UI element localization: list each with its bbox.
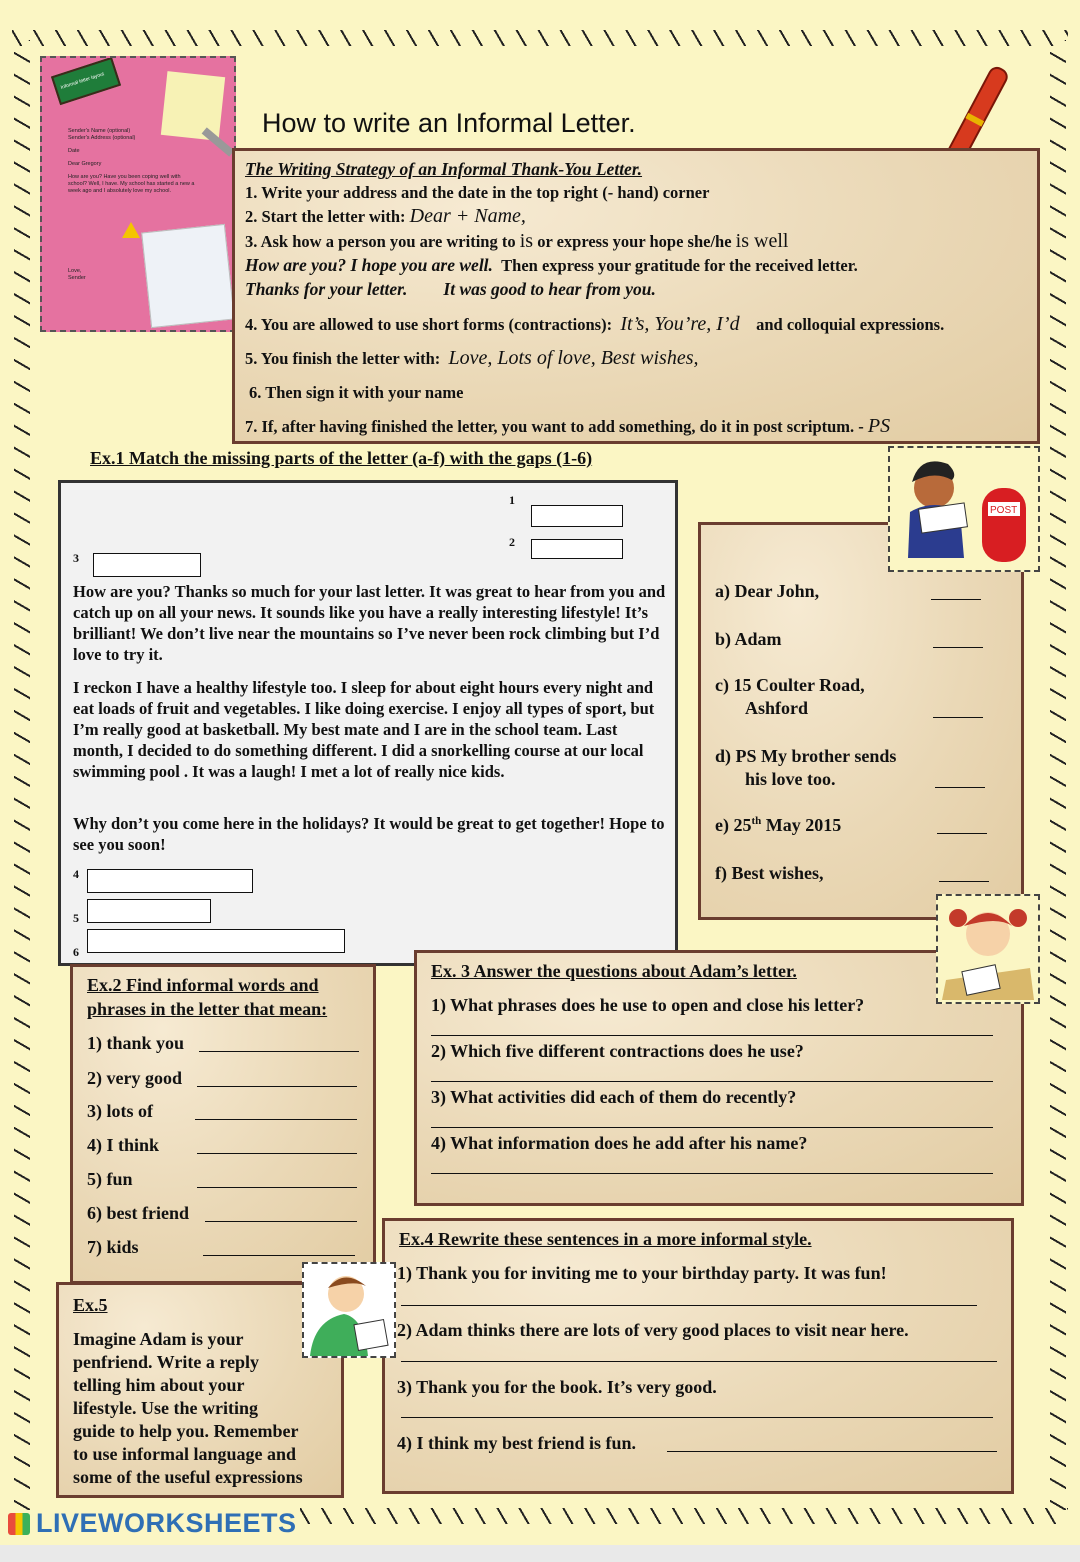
ex3-question-2: 2) Which five different contractions does he use?: [431, 1041, 804, 1061]
ex3-answer-line-4[interactable]: [431, 1173, 993, 1174]
strategy-line-1: 1. Write your address and the date in the top right (- hand) corner: [245, 183, 710, 202]
ex5-line-6: to use informal language and: [73, 1444, 297, 1464]
ex3-answer-line-3[interactable]: [431, 1127, 993, 1128]
ex5-line-2: penfriend. Write a reply: [73, 1352, 259, 1372]
envelope-graphic: [141, 224, 235, 328]
ex3-heading: Ex. 3 Answer the questions about Adam’s letter.: [431, 961, 797, 981]
ex3-panel: [414, 950, 1024, 1206]
answer-blank-c[interactable]: [933, 717, 983, 718]
liveworksheets-logo: [8, 1508, 297, 1538]
ex4-heading: Ex.4 Rewrite these sentences in a more informal style.: [399, 1229, 812, 1249]
strategy-line-7: 5. You finish the letter with: Love, Lots of love, Best wishes,: [245, 347, 699, 369]
green-board: Informal letter layout: [51, 57, 121, 105]
border-bottom: [300, 1508, 1068, 1524]
ex3-question-4: 4) What information does he add after his name?: [431, 1133, 808, 1153]
ex2-heading-line1: Ex.2 Find informal words and: [87, 975, 319, 995]
strategy-line-2: 2. Start the letter with: Dear + Name,: [245, 205, 526, 227]
ex2-item-1: 1) thank you: [87, 1033, 185, 1053]
answer-blank-b[interactable]: [933, 647, 983, 648]
ex2-panel: [70, 964, 376, 1284]
strategy-line-8: 6. Then sign it with your name: [249, 383, 464, 402]
ex3-answer-line-1[interactable]: [431, 1035, 993, 1036]
answer-blank-d[interactable]: [935, 787, 985, 788]
letter-thumbnail-image: [40, 56, 236, 332]
boy-mailbox-image: [888, 446, 1040, 572]
ex2-item-2: 2) very good: [87, 1068, 182, 1088]
options-panel: [698, 522, 1024, 920]
gap-number-6: 6: [73, 945, 79, 959]
gap-number-1: 1: [509, 493, 515, 507]
logo-icon: [8, 1513, 30, 1535]
ex2-item-3: 3) lots of: [87, 1101, 153, 1121]
warning-icon: [122, 222, 140, 238]
option-e: e) 25th May 2015: [715, 815, 842, 835]
ex4-answer-line-1[interactable]: [401, 1305, 977, 1306]
gap-input-3[interactable]: [93, 553, 201, 577]
letter-paragraph-1: How are you? Thanks so much for your last letter. It was great to hear from you and catch up on all your news. It sounds like you have a really interesting lifestyle! It’s brilliant! We don’t live near the mountains so I’ve never been rock climbing but I’d love to try it.: [73, 582, 666, 664]
ex4-answer-line-3[interactable]: [401, 1417, 993, 1418]
ex4-sentence-3: 3) Thank you for the book. It’s very good.: [397, 1377, 717, 1397]
letter-paragraph-3: Why don’t you come here in the holidays? It would be great to get together! Hope to see you soon!: [73, 814, 665, 854]
ex5-line-1: Imagine Adam is your: [73, 1329, 244, 1349]
strategy-line-9: 7. If, after having finished the letter, you want to add something, do it in post scriptum. - PS: [245, 415, 891, 437]
boy-writing-image: [302, 1262, 396, 1358]
ex2-item-7: 7) kids: [87, 1237, 139, 1257]
option-b: b) Adam: [715, 629, 782, 649]
thumb-greeting: Dear Gregory: [68, 161, 102, 167]
border-right: [1050, 40, 1066, 1510]
gap-input-4[interactable]: [87, 869, 253, 893]
ex2-blank-3[interactable]: [195, 1119, 357, 1120]
writing-strategy-panel: [232, 148, 1040, 444]
strategy-line-3: 3. Ask how a person you are writing to is or express your hope she/he is well: [245, 230, 789, 252]
option-c-line1: c) 15 Coulter Road,: [715, 675, 865, 695]
page-title: How to write an Informal Letter.: [262, 108, 636, 138]
border-top: [12, 30, 1068, 46]
strategy-heading: The Writing Strategy of an Informal Thank-You Letter.: [245, 159, 643, 179]
ex2-heading-line2: phrases in the letter that mean:: [87, 999, 328, 1019]
letter-panel: [58, 480, 678, 966]
ex1-heading: Ex.1 Match the missing parts of the letter (a-f) with the gaps (1-6): [90, 448, 593, 468]
ex5-line-4: lifestyle. Use the writing: [73, 1398, 258, 1418]
gap-input-5[interactable]: [87, 899, 211, 923]
ex4-answer-line-2[interactable]: [401, 1361, 997, 1362]
ex4-panel: [382, 1218, 1014, 1494]
ex3-question-1: 1) What phrases does he use to open and close his letter?: [431, 995, 865, 1015]
strategy-line-4: How are you? I hope you are well. Then express your gratitude for the received letter.: [245, 255, 858, 275]
ex3-answer-line-2[interactable]: [431, 1081, 993, 1082]
ex5-line-7: some of the useful expressions: [73, 1467, 303, 1487]
gap-number-4: 4: [73, 867, 79, 881]
ex5-heading: Ex.5: [73, 1295, 108, 1315]
ex2-item-6: 6) best friend: [87, 1203, 189, 1223]
answer-blank-f[interactable]: [939, 881, 989, 882]
ex2-blank-6[interactable]: [205, 1221, 357, 1222]
strategy-line-6: 4. You are allowed to use short forms (contractions): It’s, You’re, I’d and colloquial expressions.: [245, 313, 945, 335]
gap-number-2: 2: [509, 535, 515, 549]
gap-input-2[interactable]: [531, 539, 623, 559]
answer-blank-a[interactable]: [931, 599, 981, 600]
thumb-closing: Love,: [68, 268, 82, 274]
answer-blank-e[interactable]: [937, 833, 987, 834]
ex2-blank-1[interactable]: [199, 1051, 359, 1052]
thumb-name: Sender: [68, 275, 86, 281]
gap-number-3: 3: [73, 551, 79, 565]
option-d-line2: his love too.: [745, 769, 836, 789]
letter-paragraph-2: I reckon I have a healthy lifestyle too. I sleep for about eight hours every night and eat loads of fruit and vegetables. I like doing exercise. I enjoy all types of sport, but I’m really good at basketball. My best mate and I are in the school team. Last month, I decided to do something different. I did a snorkelling course at our local swimming pool . It was a laugh! I met a lot of really nice kids.: [73, 678, 655, 781]
option-d-line1: d) PS My brother sends: [715, 746, 897, 766]
ex2-blank-5[interactable]: [197, 1187, 357, 1188]
thumb-sender-name: Sender's Name (optional): [68, 128, 131, 134]
ex4-sentence-2: 2) Adam thinks there are lots of very good places to visit near here.: [397, 1320, 909, 1340]
thumb-body: How are you? Have you been coping well with school? Well, I have. My school has started a new a week ago and I absolutely love my school.: [68, 174, 195, 194]
ex2-blank-7[interactable]: [203, 1255, 355, 1256]
girl-writing-image: [936, 894, 1040, 1004]
gap-number-5: 5: [73, 911, 79, 925]
ex2-blank-2[interactable]: [197, 1086, 357, 1087]
ex2-item-4: 4) I think: [87, 1135, 160, 1155]
ex5-line-3: telling him about your: [73, 1375, 245, 1395]
strategy-line-5: Thanks for your letter. It was good to hear from you.: [245, 279, 656, 299]
ex5-panel: [56, 1282, 344, 1498]
ex4-sentence-4: 4) I think my best friend is fun.: [397, 1433, 637, 1453]
border-left: [14, 40, 30, 1510]
gap-input-1[interactable]: [531, 505, 623, 527]
option-a: a) Dear John,: [715, 581, 820, 601]
ex3-question-3: 3) What activities did each of them do recently?: [431, 1087, 797, 1107]
ex4-sentence-1: 1) Thank you for inviting me to your birthday party. It was fun!: [397, 1263, 887, 1283]
thumb-sender-address: Sender's Address (optional): [68, 135, 136, 141]
thumb-date: Date: [68, 148, 80, 154]
svg-text:POST: POST: [990, 505, 1018, 516]
gap-input-6[interactable]: [87, 929, 345, 953]
ex2-blank-4[interactable]: [197, 1153, 357, 1154]
option-f: f) Best wishes,: [715, 863, 824, 883]
logo-text: LIVEWORKSHEETS: [36, 1508, 297, 1538]
ex5-line-5: guide to help you. Remember: [73, 1421, 299, 1441]
ex2-item-5: 5) fun: [87, 1169, 133, 1189]
ex4-answer-line-4[interactable]: [667, 1451, 997, 1452]
option-c-line2: Ashford: [745, 698, 809, 718]
